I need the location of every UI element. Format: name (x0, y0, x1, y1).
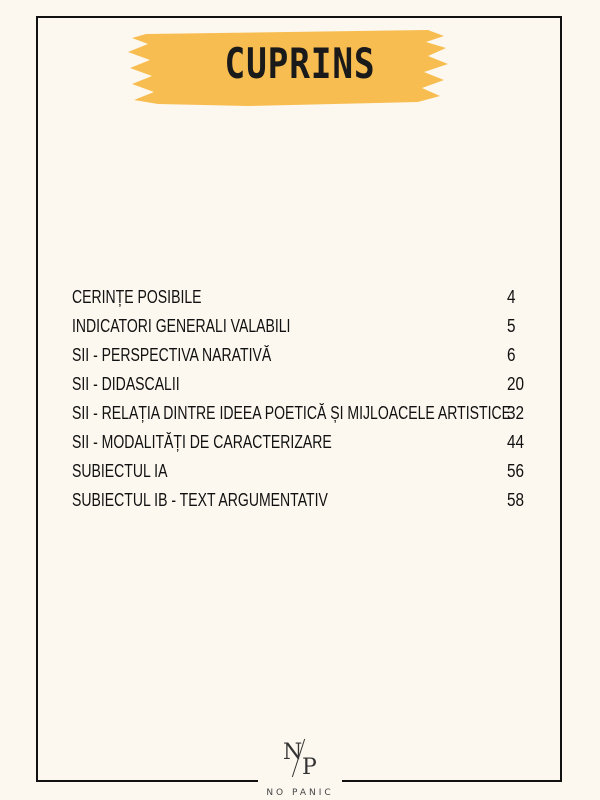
toc-entry[interactable] (72, 486, 532, 515)
toc-entry-page: 58 (507, 490, 525, 510)
page-title: CUPRINS (224, 39, 376, 88)
toc-entry-label: SII - DIDASCALII (72, 374, 180, 394)
toc-entry[interactable] (72, 341, 532, 370)
toc-entry-page: 5 (507, 316, 516, 336)
table-of-contents (72, 283, 532, 515)
toc-entry-page: 44 (507, 432, 525, 452)
logo-mark-p: P (302, 755, 317, 780)
toc-entry-label: INDICATORI GENERALI VALABILI (72, 316, 291, 336)
logo-mark-n: N (283, 740, 303, 765)
toc-entry[interactable] (72, 457, 532, 486)
toc-entry-page: 20 (507, 374, 525, 394)
logo-text: NO PANIC (266, 788, 334, 798)
toc-entry-page: 4 (507, 287, 516, 307)
toc-entry-label: CERINȚE POSIBILE (72, 287, 202, 307)
toc-entry-label: SII - MODALITĂȚI DE CARACTERIZARE (72, 432, 332, 452)
toc-entry-label: SII - RELAȚIA DINTRE IDEEA POETICĂ ȘI MIJLOACELE ARTISTICE (72, 403, 511, 423)
toc-entry-page: 6 (507, 345, 516, 365)
toc-entry-label: SUBIECTUL IA (72, 461, 168, 481)
toc-entry-label: SUBIECTUL IB - TEXT ARGUMENTATIV (72, 490, 328, 510)
toc-entry[interactable] (72, 399, 532, 428)
toc-entry[interactable] (72, 428, 532, 457)
toc-entry[interactable] (72, 283, 532, 312)
toc-entry-page: 32 (507, 403, 525, 423)
toc-entry[interactable] (72, 312, 532, 341)
toc-entry-page: 56 (507, 461, 525, 481)
toc-entry[interactable] (72, 370, 532, 399)
toc-entry-label: SII - PERSPECTIVA NARATIVĂ (72, 345, 272, 365)
